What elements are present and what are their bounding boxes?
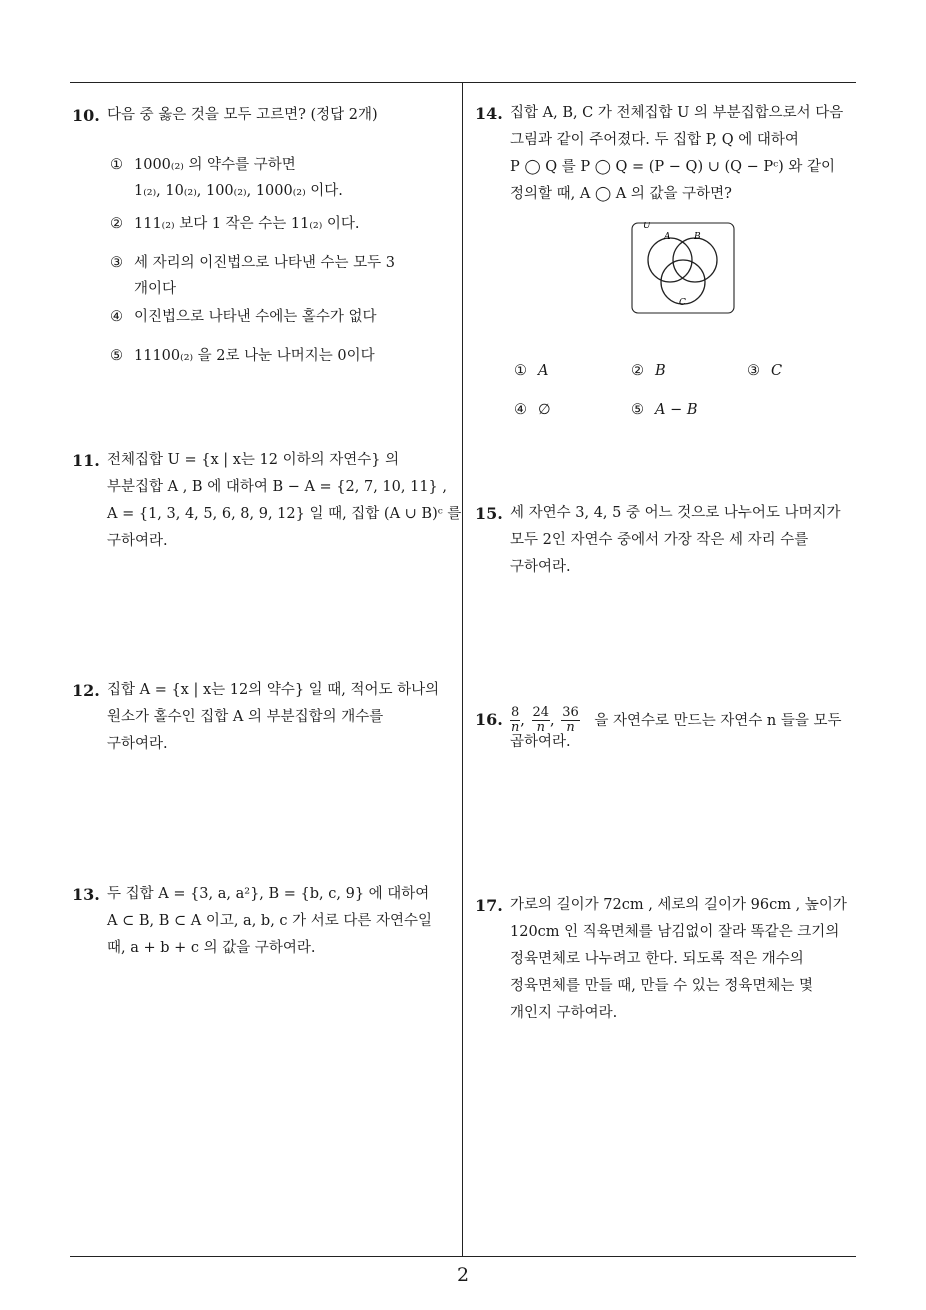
choice-4[interactable] <box>110 304 377 330</box>
venn-diagram <box>631 222 735 314</box>
choice-marker: ⑤ <box>110 348 123 364</box>
label-c: C <box>679 298 686 308</box>
problem-text <box>107 447 462 555</box>
problem-text <box>107 881 457 962</box>
problem-text <box>107 102 457 129</box>
choice-text: 1000₍₂₎ 의 약수를 구하면 <box>134 157 296 173</box>
column-divider <box>462 83 463 1256</box>
problem-number: 13. <box>72 885 100 904</box>
choice-text: 개이다 <box>134 281 177 297</box>
problem-line: 정육면체로 나누려고 한다. 되도록 적은 개수의 <box>510 951 804 967</box>
problem-line: 개인지 구하여라. <box>510 1005 618 1021</box>
problem-text: $\frac{8}{n}$ , $\frac{24}{n}$ , $\frac{36}{n}$ 을 자연수로 만드는 자연수 n 들을 모두 곱하여라. <box>510 706 870 756</box>
choice-2[interactable] <box>631 358 666 384</box>
choice-text: B <box>655 363 666 379</box>
choice-text: ∅ <box>538 402 551 418</box>
problem-line: 집합 A, B, C 가 전체집합 U 의 부분집합으로서 다음 <box>510 105 844 121</box>
problem-number: 16. <box>475 710 503 729</box>
fraction-numerator: 8 <box>511 705 520 720</box>
choice-marker: ④ <box>110 309 123 325</box>
problem-number: 15. <box>475 504 503 523</box>
problem-line: 곱하여라. <box>510 734 571 750</box>
choice-3[interactable] <box>747 358 782 384</box>
choice-5[interactable] <box>631 397 698 423</box>
problem-number: 12. <box>72 681 100 700</box>
choice-marker: ② <box>110 216 123 232</box>
problem-line: P ◯ Q 를 P ◯ Q = (P − Q) ∪ (Q − Pᶜ) 와 같이 <box>510 159 836 175</box>
problem-text <box>510 892 870 1027</box>
problem-number: 10. <box>72 106 100 125</box>
problem-text <box>107 677 457 758</box>
problem-14 <box>475 100 870 208</box>
choice-text: 세 자리의 이진법으로 나타낸 수는 모두 3 <box>134 255 395 271</box>
problem-line: 가로의 길이가 72cm , 세로의 길이가 96cm , 높이가 <box>510 897 847 913</box>
choice-text: A − B <box>655 402 698 418</box>
choice-text: 1₍₂₎, 10₍₂₎, 100₍₂₎, 1000₍₂₎ 이다. <box>134 183 343 199</box>
problem-line: 때, a + b + c 의 값을 구하여라. <box>107 940 316 956</box>
bottom-rule <box>70 1256 856 1257</box>
choice-4[interactable] <box>514 397 551 423</box>
choice-marker: ④ <box>514 402 527 418</box>
label-u: U <box>643 222 651 231</box>
problem-17 <box>475 892 870 1027</box>
problem-line: 정육면체를 만들 때, 만들 수 있는 정육면체는 몇 <box>510 978 814 994</box>
choice-3[interactable] <box>110 250 395 302</box>
problem-line: 구하여라. <box>107 533 168 549</box>
top-rule <box>70 82 856 83</box>
problem-13 <box>72 881 457 962</box>
choice-text: 이진법으로 나타낸 수에는 홀수가 없다 <box>134 309 377 325</box>
choice-marker: ⑤ <box>631 402 644 418</box>
problem-12 <box>72 677 457 758</box>
problem-line: A = {1, 3, 4, 5, 6, 8, 9, 12} 일 때, 집합 (A ∪ B)ᶜ 를 <box>107 506 462 522</box>
label-b: B <box>694 232 701 242</box>
choice-text: C <box>771 363 783 379</box>
problem-line: 원소가 홀수인 집합 A 의 부분집합의 개수를 <box>107 709 384 725</box>
fraction-denominator: n <box>510 720 520 735</box>
problem-line: 구하여라. <box>510 559 571 575</box>
choice-text: 111₍₂₎ 보다 1 작은 수는 11₍₂₎ 이다. <box>134 216 360 232</box>
choice-marker: ③ <box>747 363 760 379</box>
page-number: 2 <box>456 1264 470 1286</box>
choice-2[interactable] <box>110 211 360 237</box>
problem-line: 두 집합 A = {3, a, a²}, B = {b, c, 9} 에 대하여 <box>107 886 430 902</box>
problem-line: 집합 A = {x | x는 12의 약수} 일 때, 적어도 하나의 <box>107 682 440 698</box>
fraction-denominator: n <box>536 720 545 735</box>
choice-text: 11100₍₂₎ 을 2로 나눈 나머지는 0이다 <box>134 348 375 364</box>
choice-marker: ② <box>631 363 644 379</box>
choice-1[interactable] <box>514 358 548 384</box>
problem-text <box>510 500 870 581</box>
problem-line: 120cm 인 직육면체를 남김없이 잘라 똑같은 크기의 <box>510 924 840 940</box>
problem-text <box>510 100 870 208</box>
problem-15 <box>475 500 870 581</box>
problem-number: 11. <box>72 451 100 470</box>
problem-line: 정의할 때, A ◯ A 의 값을 구하면? <box>510 186 732 202</box>
choice-text: A <box>538 363 549 379</box>
choice-5[interactable] <box>110 343 375 369</box>
problem-number: 14. <box>475 104 503 123</box>
problem-number: 17. <box>475 896 503 915</box>
choice-marker: ③ <box>110 255 123 271</box>
fraction-numerator: 24 <box>532 705 550 720</box>
problem-11 <box>72 447 462 555</box>
problem-10 <box>72 102 457 129</box>
choice-marker: ① <box>514 363 527 379</box>
problem-line: 세 자연수 3, 4, 5 중 어느 것으로 나누어도 나머지가 <box>510 505 841 521</box>
problem-line: 모두 2인 자연수 중에서 가장 작은 세 자리 수를 <box>510 532 809 548</box>
problem-line: 을 자연수로 만드는 자연수 n 들을 모두 <box>594 712 842 729</box>
fraction-denominator: n <box>566 720 575 735</box>
fraction-numerator: 36 <box>562 705 579 720</box>
problem-line: 구하여라. <box>107 736 168 752</box>
problem-16 <box>475 706 870 756</box>
problem-line: 다음 중 옳은 것을 모두 고르면? (정답 2개) <box>107 107 378 123</box>
problem-line: 전체집합 U = {x | x는 12 이하의 자연수} 의 <box>107 452 400 468</box>
choice-1[interactable] <box>110 152 343 204</box>
problem-line: 부분집합 A , B 에 대하여 B − A = {2, 7, 10, 11} , <box>107 479 447 495</box>
problem-line: A ⊂ B, B ⊂ A 이고, a, b, c 가 서로 다른 자연수일 <box>107 913 433 929</box>
problem-line: 그림과 같이 주어졌다. 두 집합 P, Q 에 대하여 <box>510 132 799 148</box>
choice-marker: ① <box>110 157 123 173</box>
label-a: A <box>664 232 671 242</box>
